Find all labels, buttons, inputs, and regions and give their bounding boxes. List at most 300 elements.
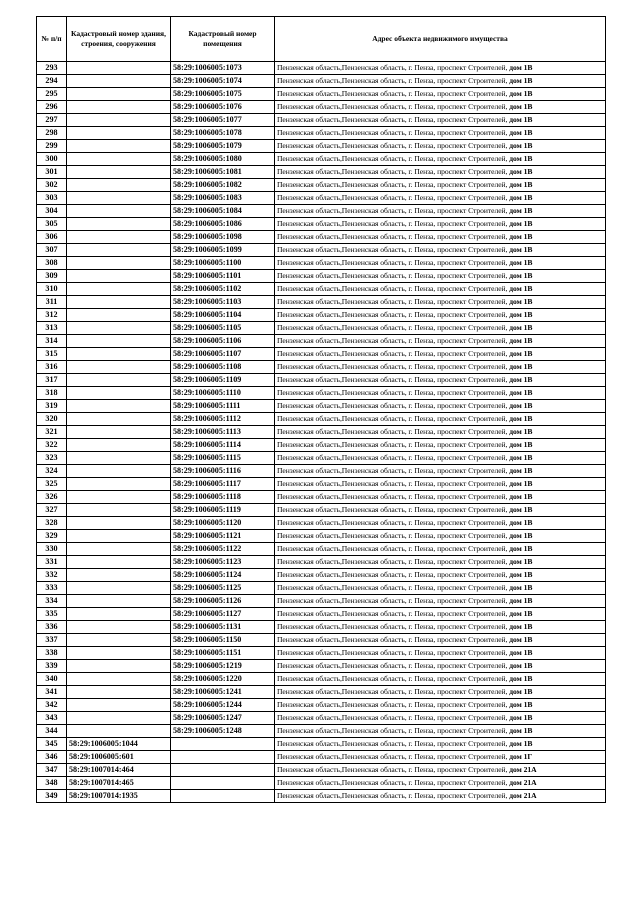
document-page bbox=[36, 16, 606, 803]
house-number: дом 1В bbox=[509, 414, 533, 423]
table-row bbox=[37, 543, 606, 556]
address-cell bbox=[275, 543, 606, 556]
table-row bbox=[37, 179, 606, 192]
house-number: дом 1В bbox=[509, 570, 533, 579]
row-number: 297 bbox=[37, 114, 67, 127]
row-number: 314 bbox=[37, 335, 67, 348]
address-text: Пензенская область,Пензенская область, г. Пенза, проспект Строителей, bbox=[277, 414, 510, 423]
room-cadastral: 58:29:1006005:1150 bbox=[171, 634, 275, 647]
address-cell bbox=[275, 101, 606, 114]
address-cell bbox=[275, 439, 606, 452]
header-address: Адрес объекта недвижимого имущества bbox=[275, 17, 606, 62]
house-number: дом 1В bbox=[509, 128, 533, 137]
house-number: дом 1В bbox=[509, 739, 533, 748]
address-cell bbox=[275, 400, 606, 413]
row-number: 343 bbox=[37, 712, 67, 725]
room-cadastral: 58:29:1006005:1106 bbox=[171, 335, 275, 348]
table-row bbox=[37, 231, 606, 244]
room-cadastral: 58:29:1006005:1079 bbox=[171, 140, 275, 153]
address-text: Пензенская область,Пензенская область, г. Пенза, проспект Строителей, bbox=[277, 440, 510, 449]
room-cadastral: 58:29:1006005:1108 bbox=[171, 361, 275, 374]
room-cadastral: 58:29:1006005:1122 bbox=[171, 543, 275, 556]
table-row bbox=[37, 127, 606, 140]
room-cadastral: 58:29:1006005:1247 bbox=[171, 712, 275, 725]
room-cadastral: 58:29:1006005:1081 bbox=[171, 166, 275, 179]
row-number: 305 bbox=[37, 218, 67, 231]
building-cadastral bbox=[67, 439, 171, 452]
room-cadastral: 58:29:1006005:1131 bbox=[171, 621, 275, 634]
address-text: Пензенская область,Пензенская область, г. Пенза, проспект Строителей, bbox=[277, 557, 510, 566]
table-row bbox=[37, 413, 606, 426]
row-number: 347 bbox=[37, 764, 67, 777]
address-cell bbox=[275, 244, 606, 257]
house-number: дом 1В bbox=[509, 661, 533, 670]
building-cadastral bbox=[67, 413, 171, 426]
room-cadastral: 58:29:1006005:1083 bbox=[171, 192, 275, 205]
house-number: дом 1В bbox=[509, 440, 533, 449]
address-cell bbox=[275, 517, 606, 530]
row-number: 293 bbox=[37, 62, 67, 75]
row-number: 348 bbox=[37, 777, 67, 790]
table-row bbox=[37, 504, 606, 517]
address-text: Пензенская область,Пензенская область, г. Пенза, проспект Строителей, bbox=[277, 791, 510, 800]
address-text: Пензенская область,Пензенская область, г. Пенза, проспект Строителей, bbox=[277, 466, 510, 475]
building-cadastral bbox=[67, 348, 171, 361]
address-cell bbox=[275, 465, 606, 478]
table-row bbox=[37, 114, 606, 127]
building-cadastral bbox=[67, 231, 171, 244]
room-cadastral bbox=[171, 790, 275, 803]
room-cadastral: 58:29:1006005:1103 bbox=[171, 296, 275, 309]
building-cadastral bbox=[67, 335, 171, 348]
address-text: Пензенская область,Пензенская область, г. Пенза, проспект Строителей, bbox=[277, 765, 510, 774]
row-number: 334 bbox=[37, 595, 67, 608]
address-text: Пензенская область,Пензенская область, г. Пенза, проспект Строителей, bbox=[277, 661, 510, 670]
room-cadastral: 58:29:1006005:1099 bbox=[171, 244, 275, 257]
address-text: Пензенская область,Пензенская область, г. Пенза, проспект Строителей, bbox=[277, 115, 510, 124]
table-row bbox=[37, 491, 606, 504]
table-row bbox=[37, 387, 606, 400]
building-cadastral bbox=[67, 387, 171, 400]
table-row bbox=[37, 595, 606, 608]
table-row bbox=[37, 75, 606, 88]
address-text: Пензенская область,Пензенская область, г. Пенза, проспект Строителей, bbox=[277, 752, 510, 761]
row-number: 306 bbox=[37, 231, 67, 244]
building-cadastral bbox=[67, 569, 171, 582]
room-cadastral: 58:29:1006005:1123 bbox=[171, 556, 275, 569]
room-cadastral bbox=[171, 777, 275, 790]
address-text: Пензенская область,Пензенская область, г. Пенза, проспект Строителей, bbox=[277, 713, 510, 722]
building-cadastral bbox=[67, 153, 171, 166]
table-row bbox=[37, 621, 606, 634]
address-text: Пензенская область,Пензенская область, г. Пенза, проспект Строителей, bbox=[277, 336, 510, 345]
room-cadastral: 58:29:1006005:1115 bbox=[171, 452, 275, 465]
house-number: дом 1В bbox=[509, 622, 533, 631]
room-cadastral: 58:29:1006005:1118 bbox=[171, 491, 275, 504]
house-number: дом 1В bbox=[509, 89, 533, 98]
row-number: 335 bbox=[37, 608, 67, 621]
table-row bbox=[37, 517, 606, 530]
row-number: 332 bbox=[37, 569, 67, 582]
table-row bbox=[37, 348, 606, 361]
row-number: 345 bbox=[37, 738, 67, 751]
row-number: 327 bbox=[37, 504, 67, 517]
building-cadastral bbox=[67, 634, 171, 647]
address-cell bbox=[275, 738, 606, 751]
house-number: дом 1В bbox=[509, 518, 533, 527]
address-text: Пензенская область,Пензенская область, г. Пенза, проспект Строителей, bbox=[277, 193, 510, 202]
house-number: дом 1В bbox=[509, 284, 533, 293]
row-number: 316 bbox=[37, 361, 67, 374]
row-number: 315 bbox=[37, 348, 67, 361]
house-number: дом 1В bbox=[509, 492, 533, 501]
room-cadastral: 58:29:1006005:1086 bbox=[171, 218, 275, 231]
address-text: Пензенская область,Пензенская область, г. Пенза, проспект Строителей, bbox=[277, 531, 510, 540]
building-cadastral: 58:29:1007014:1935 bbox=[67, 790, 171, 803]
house-number: дом 1В bbox=[509, 596, 533, 605]
house-number: дом 1В bbox=[509, 245, 533, 254]
house-number: дом 1В bbox=[509, 310, 533, 319]
building-cadastral bbox=[67, 491, 171, 504]
building-cadastral bbox=[67, 62, 171, 75]
house-number: дом 21А bbox=[509, 791, 537, 800]
row-number: 346 bbox=[37, 751, 67, 764]
table-row bbox=[37, 296, 606, 309]
address-text: Пензенская область,Пензенская область, г. Пенза, проспект Строителей, bbox=[277, 544, 510, 553]
address-text: Пензенская область,Пензенская область, г. Пенза, проспект Строителей, bbox=[277, 232, 510, 241]
row-number: 330 bbox=[37, 543, 67, 556]
building-cadastral bbox=[67, 686, 171, 699]
address-cell bbox=[275, 569, 606, 582]
room-cadastral: 58:29:1006005:1117 bbox=[171, 478, 275, 491]
row-number: 319 bbox=[37, 400, 67, 413]
building-cadastral bbox=[67, 179, 171, 192]
address-cell bbox=[275, 634, 606, 647]
address-text: Пензенская область,Пензенская область, г. Пенза, проспект Строителей, bbox=[277, 76, 510, 85]
house-number: дом 1В bbox=[509, 401, 533, 410]
address-text: Пензенская область,Пензенская область, г. Пенза, проспект Строителей, bbox=[277, 310, 510, 319]
table-row bbox=[37, 556, 606, 569]
room-cadastral: 58:29:1006005:1078 bbox=[171, 127, 275, 140]
house-number: дом 1В bbox=[509, 297, 533, 306]
row-number: 294 bbox=[37, 75, 67, 88]
house-number: дом 1В bbox=[509, 323, 533, 332]
address-text: Пензенская область,Пензенская область, г. Пенза, проспект Строителей, bbox=[277, 453, 510, 462]
house-number: дом 1В bbox=[509, 674, 533, 683]
building-cadastral bbox=[67, 218, 171, 231]
address-cell bbox=[275, 673, 606, 686]
address-cell bbox=[275, 764, 606, 777]
building-cadastral bbox=[67, 101, 171, 114]
room-cadastral: 58:29:1006005:1248 bbox=[171, 725, 275, 738]
building-cadastral bbox=[67, 673, 171, 686]
address-text: Пензенская область,Пензенская область, г. Пенза, проспект Строителей, bbox=[277, 570, 510, 579]
table-row bbox=[37, 270, 606, 283]
address-cell bbox=[275, 556, 606, 569]
address-text: Пензенская область,Пензенская область, г. Пенза, проспект Строителей, bbox=[277, 63, 510, 72]
table-row bbox=[37, 751, 606, 764]
table-row bbox=[37, 777, 606, 790]
row-number: 337 bbox=[37, 634, 67, 647]
address-text: Пензенская область,Пензенская область, г. Пенза, проспект Строителей, bbox=[277, 401, 510, 410]
building-cadastral bbox=[67, 660, 171, 673]
building-cadastral bbox=[67, 478, 171, 491]
address-cell bbox=[275, 426, 606, 439]
building-cadastral bbox=[67, 283, 171, 296]
building-cadastral bbox=[67, 699, 171, 712]
address-text: Пензенская область,Пензенская область, г. Пенза, проспект Строителей, bbox=[277, 583, 510, 592]
row-number: 317 bbox=[37, 374, 67, 387]
row-number: 326 bbox=[37, 491, 67, 504]
house-number: дом 1В bbox=[509, 180, 533, 189]
address-text: Пензенская область,Пензенская область, г. Пенза, проспект Строителей, bbox=[277, 102, 510, 111]
room-cadastral: 58:29:1006005:1084 bbox=[171, 205, 275, 218]
room-cadastral: 58:29:1006005:1151 bbox=[171, 647, 275, 660]
address-cell bbox=[275, 504, 606, 517]
room-cadastral: 58:29:1006005:1114 bbox=[171, 439, 275, 452]
room-cadastral: 58:29:1006005:1101 bbox=[171, 270, 275, 283]
building-cadastral bbox=[67, 647, 171, 660]
address-cell bbox=[275, 777, 606, 790]
address-text: Пензенская область,Пензенская область, г. Пенза, проспект Строителей, bbox=[277, 206, 510, 215]
table-row bbox=[37, 361, 606, 374]
room-cadastral: 58:29:1006005:1073 bbox=[171, 62, 275, 75]
table-row bbox=[37, 257, 606, 270]
table-row bbox=[37, 686, 606, 699]
house-number: дом 1В bbox=[509, 76, 533, 85]
house-number: дом 1В bbox=[509, 336, 533, 345]
building-cadastral bbox=[67, 309, 171, 322]
address-cell bbox=[275, 530, 606, 543]
building-cadastral bbox=[67, 608, 171, 621]
address-cell bbox=[275, 725, 606, 738]
house-number: дом 1В bbox=[509, 505, 533, 514]
room-cadastral: 58:29:1006005:1110 bbox=[171, 387, 275, 400]
building-cadastral bbox=[67, 88, 171, 101]
house-number: дом 1В bbox=[509, 453, 533, 462]
house-number: дом 1В bbox=[509, 271, 533, 280]
address-cell bbox=[275, 491, 606, 504]
row-number: 339 bbox=[37, 660, 67, 673]
table-row bbox=[37, 101, 606, 114]
address-text: Пензенская область,Пензенская область, г. Пенза, проспект Строителей, bbox=[277, 245, 510, 254]
address-cell bbox=[275, 322, 606, 335]
address-text: Пензенская область,Пензенская область, г. Пенза, проспект Строителей, bbox=[277, 687, 510, 696]
address-cell bbox=[275, 335, 606, 348]
room-cadastral: 58:29:1006005:1220 bbox=[171, 673, 275, 686]
row-number: 321 bbox=[37, 426, 67, 439]
row-number: 302 bbox=[37, 179, 67, 192]
address-cell bbox=[275, 218, 606, 231]
row-number: 324 bbox=[37, 465, 67, 478]
house-number: дом 21А bbox=[509, 765, 537, 774]
address-text: Пензенская область,Пензенская область, г. Пенза, проспект Строителей, bbox=[277, 297, 510, 306]
building-cadastral bbox=[67, 543, 171, 556]
table-row bbox=[37, 244, 606, 257]
address-cell bbox=[275, 205, 606, 218]
row-number: 333 bbox=[37, 582, 67, 595]
table-row bbox=[37, 400, 606, 413]
building-cadastral bbox=[67, 114, 171, 127]
address-cell bbox=[275, 309, 606, 322]
table-row bbox=[37, 322, 606, 335]
room-cadastral: 58:29:1006005:1109 bbox=[171, 374, 275, 387]
building-cadastral bbox=[67, 517, 171, 530]
room-cadastral: 58:29:1006005:1113 bbox=[171, 426, 275, 439]
address-cell bbox=[275, 114, 606, 127]
table-row bbox=[37, 647, 606, 660]
house-number: дом 1В bbox=[509, 167, 533, 176]
room-cadastral: 58:29:1006005:1244 bbox=[171, 699, 275, 712]
address-text: Пензенская область,Пензенская область, г. Пенза, проспект Строителей, bbox=[277, 427, 510, 436]
row-number: 344 bbox=[37, 725, 67, 738]
table-row bbox=[37, 608, 606, 621]
table-row bbox=[37, 335, 606, 348]
building-cadastral: 58:29:1006005:601 bbox=[67, 751, 171, 764]
address-text: Пензенская область,Пензенская область, г. Пенза, проспект Строителей, bbox=[277, 180, 510, 189]
room-cadastral: 58:29:1006005:1125 bbox=[171, 582, 275, 595]
address-cell bbox=[275, 361, 606, 374]
table-row bbox=[37, 530, 606, 543]
header-room: Кадастровый номер помещения bbox=[171, 17, 275, 62]
house-number: дом 1В bbox=[509, 206, 533, 215]
building-cadastral bbox=[67, 296, 171, 309]
table-row bbox=[37, 660, 606, 673]
address-text: Пензенская область,Пензенская область, г. Пенза, проспект Строителей, bbox=[277, 609, 510, 618]
row-number: 308 bbox=[37, 257, 67, 270]
table-row bbox=[37, 192, 606, 205]
table-row bbox=[37, 62, 606, 75]
building-cadastral bbox=[67, 322, 171, 335]
address-cell bbox=[275, 712, 606, 725]
house-number: дом 1В bbox=[509, 700, 533, 709]
address-cell bbox=[275, 790, 606, 803]
row-number: 349 bbox=[37, 790, 67, 803]
address-text: Пензенская область,Пензенская область, г. Пенза, проспект Строителей, bbox=[277, 622, 510, 631]
house-number: дом 1В bbox=[509, 583, 533, 592]
address-cell bbox=[275, 283, 606, 296]
building-cadastral bbox=[67, 504, 171, 517]
house-number: дом 1В bbox=[509, 687, 533, 696]
address-text: Пензенская область,Пензенская область, г. Пенза, проспект Строителей, bbox=[277, 518, 510, 527]
house-number: дом 1В bbox=[509, 388, 533, 397]
address-cell bbox=[275, 88, 606, 101]
room-cadastral: 58:29:1006005:1107 bbox=[171, 348, 275, 361]
house-number: дом 1В bbox=[509, 102, 533, 111]
house-number: дом 1В bbox=[509, 726, 533, 735]
address-cell bbox=[275, 374, 606, 387]
house-number: дом 1В bbox=[509, 115, 533, 124]
house-number: дом 1В bbox=[509, 63, 533, 72]
table-row bbox=[37, 673, 606, 686]
address-cell bbox=[275, 153, 606, 166]
room-cadastral: 58:29:1006005:1077 bbox=[171, 114, 275, 127]
address-text: Пензенская область,Пензенская область, г. Пенза, проспект Строителей, bbox=[277, 635, 510, 644]
table-row bbox=[37, 465, 606, 478]
table-row bbox=[37, 712, 606, 725]
building-cadastral bbox=[67, 595, 171, 608]
address-text: Пензенская область,Пензенская область, г. Пенза, проспект Строителей, bbox=[277, 778, 510, 787]
table-row bbox=[37, 153, 606, 166]
address-text: Пензенская область,Пензенская область, г. Пенза, проспект Строителей, bbox=[277, 596, 510, 605]
table-row bbox=[37, 790, 606, 803]
table-row bbox=[37, 426, 606, 439]
table-row bbox=[37, 452, 606, 465]
address-text: Пензенская область,Пензенская область, г. Пенза, проспект Строителей, bbox=[277, 258, 510, 267]
house-number: дом 1В bbox=[509, 258, 533, 267]
table-row bbox=[37, 218, 606, 231]
address-cell bbox=[275, 413, 606, 426]
house-number: дом 1В bbox=[509, 544, 533, 553]
row-number: 325 bbox=[37, 478, 67, 491]
house-number: дом 1В bbox=[509, 349, 533, 358]
address-text: Пензенская область,Пензенская область, г. Пенза, проспект Строителей, bbox=[277, 362, 510, 371]
building-cadastral bbox=[67, 530, 171, 543]
building-cadastral bbox=[67, 452, 171, 465]
table-row bbox=[37, 205, 606, 218]
table-row bbox=[37, 569, 606, 582]
address-cell bbox=[275, 751, 606, 764]
table-row bbox=[37, 88, 606, 101]
table-row bbox=[37, 699, 606, 712]
room-cadastral: 58:29:1006005:1112 bbox=[171, 413, 275, 426]
table-row bbox=[37, 725, 606, 738]
address-text: Пензенская область,Пензенская область, г. Пенза, проспект Строителей, bbox=[277, 375, 510, 384]
address-text: Пензенская область,Пензенская область, г. Пенза, проспект Строителей, bbox=[277, 349, 510, 358]
address-cell bbox=[275, 75, 606, 88]
house-number: дом 1В bbox=[509, 479, 533, 488]
address-cell bbox=[275, 660, 606, 673]
address-cell bbox=[275, 595, 606, 608]
address-text: Пензенская область,Пензенская область, г. Пенза, проспект Строителей, bbox=[277, 505, 510, 514]
address-cell bbox=[275, 699, 606, 712]
table-row bbox=[37, 478, 606, 491]
table-row bbox=[37, 166, 606, 179]
room-cadastral: 58:29:1006005:1102 bbox=[171, 283, 275, 296]
row-number: 295 bbox=[37, 88, 67, 101]
house-number: дом 1Г bbox=[509, 752, 533, 761]
row-number: 301 bbox=[37, 166, 67, 179]
building-cadastral bbox=[67, 556, 171, 569]
address-cell bbox=[275, 608, 606, 621]
address-text: Пензенская область,Пензенская область, г. Пенза, проспект Строителей, bbox=[277, 479, 510, 488]
row-number: 296 bbox=[37, 101, 67, 114]
row-number: 298 bbox=[37, 127, 67, 140]
table-header bbox=[37, 17, 606, 62]
building-cadastral bbox=[67, 166, 171, 179]
address-cell bbox=[275, 582, 606, 595]
address-text: Пензенская область,Пензенская область, г. Пенза, проспект Строителей, bbox=[277, 726, 510, 735]
house-number: дом 1В bbox=[509, 427, 533, 436]
table-row bbox=[37, 283, 606, 296]
address-text: Пензенская область,Пензенская область, г. Пенза, проспект Строителей, bbox=[277, 284, 510, 293]
room-cadastral: 58:29:1006005:1126 bbox=[171, 595, 275, 608]
room-cadastral: 58:29:1006005:1120 bbox=[171, 517, 275, 530]
house-number: дом 1В bbox=[509, 232, 533, 241]
row-number: 329 bbox=[37, 530, 67, 543]
room-cadastral: 58:29:1006005:1075 bbox=[171, 88, 275, 101]
room-cadastral: 58:29:1006005:1119 bbox=[171, 504, 275, 517]
row-number: 331 bbox=[37, 556, 67, 569]
address-text: Пензенская область,Пензенская область, г. Пенза, проспект Строителей, bbox=[277, 128, 510, 137]
address-cell bbox=[275, 686, 606, 699]
header-row bbox=[37, 17, 606, 62]
building-cadastral bbox=[67, 257, 171, 270]
building-cadastral bbox=[67, 270, 171, 283]
row-number: 300 bbox=[37, 153, 67, 166]
row-number: 299 bbox=[37, 140, 67, 153]
house-number: дом 1В bbox=[509, 648, 533, 657]
